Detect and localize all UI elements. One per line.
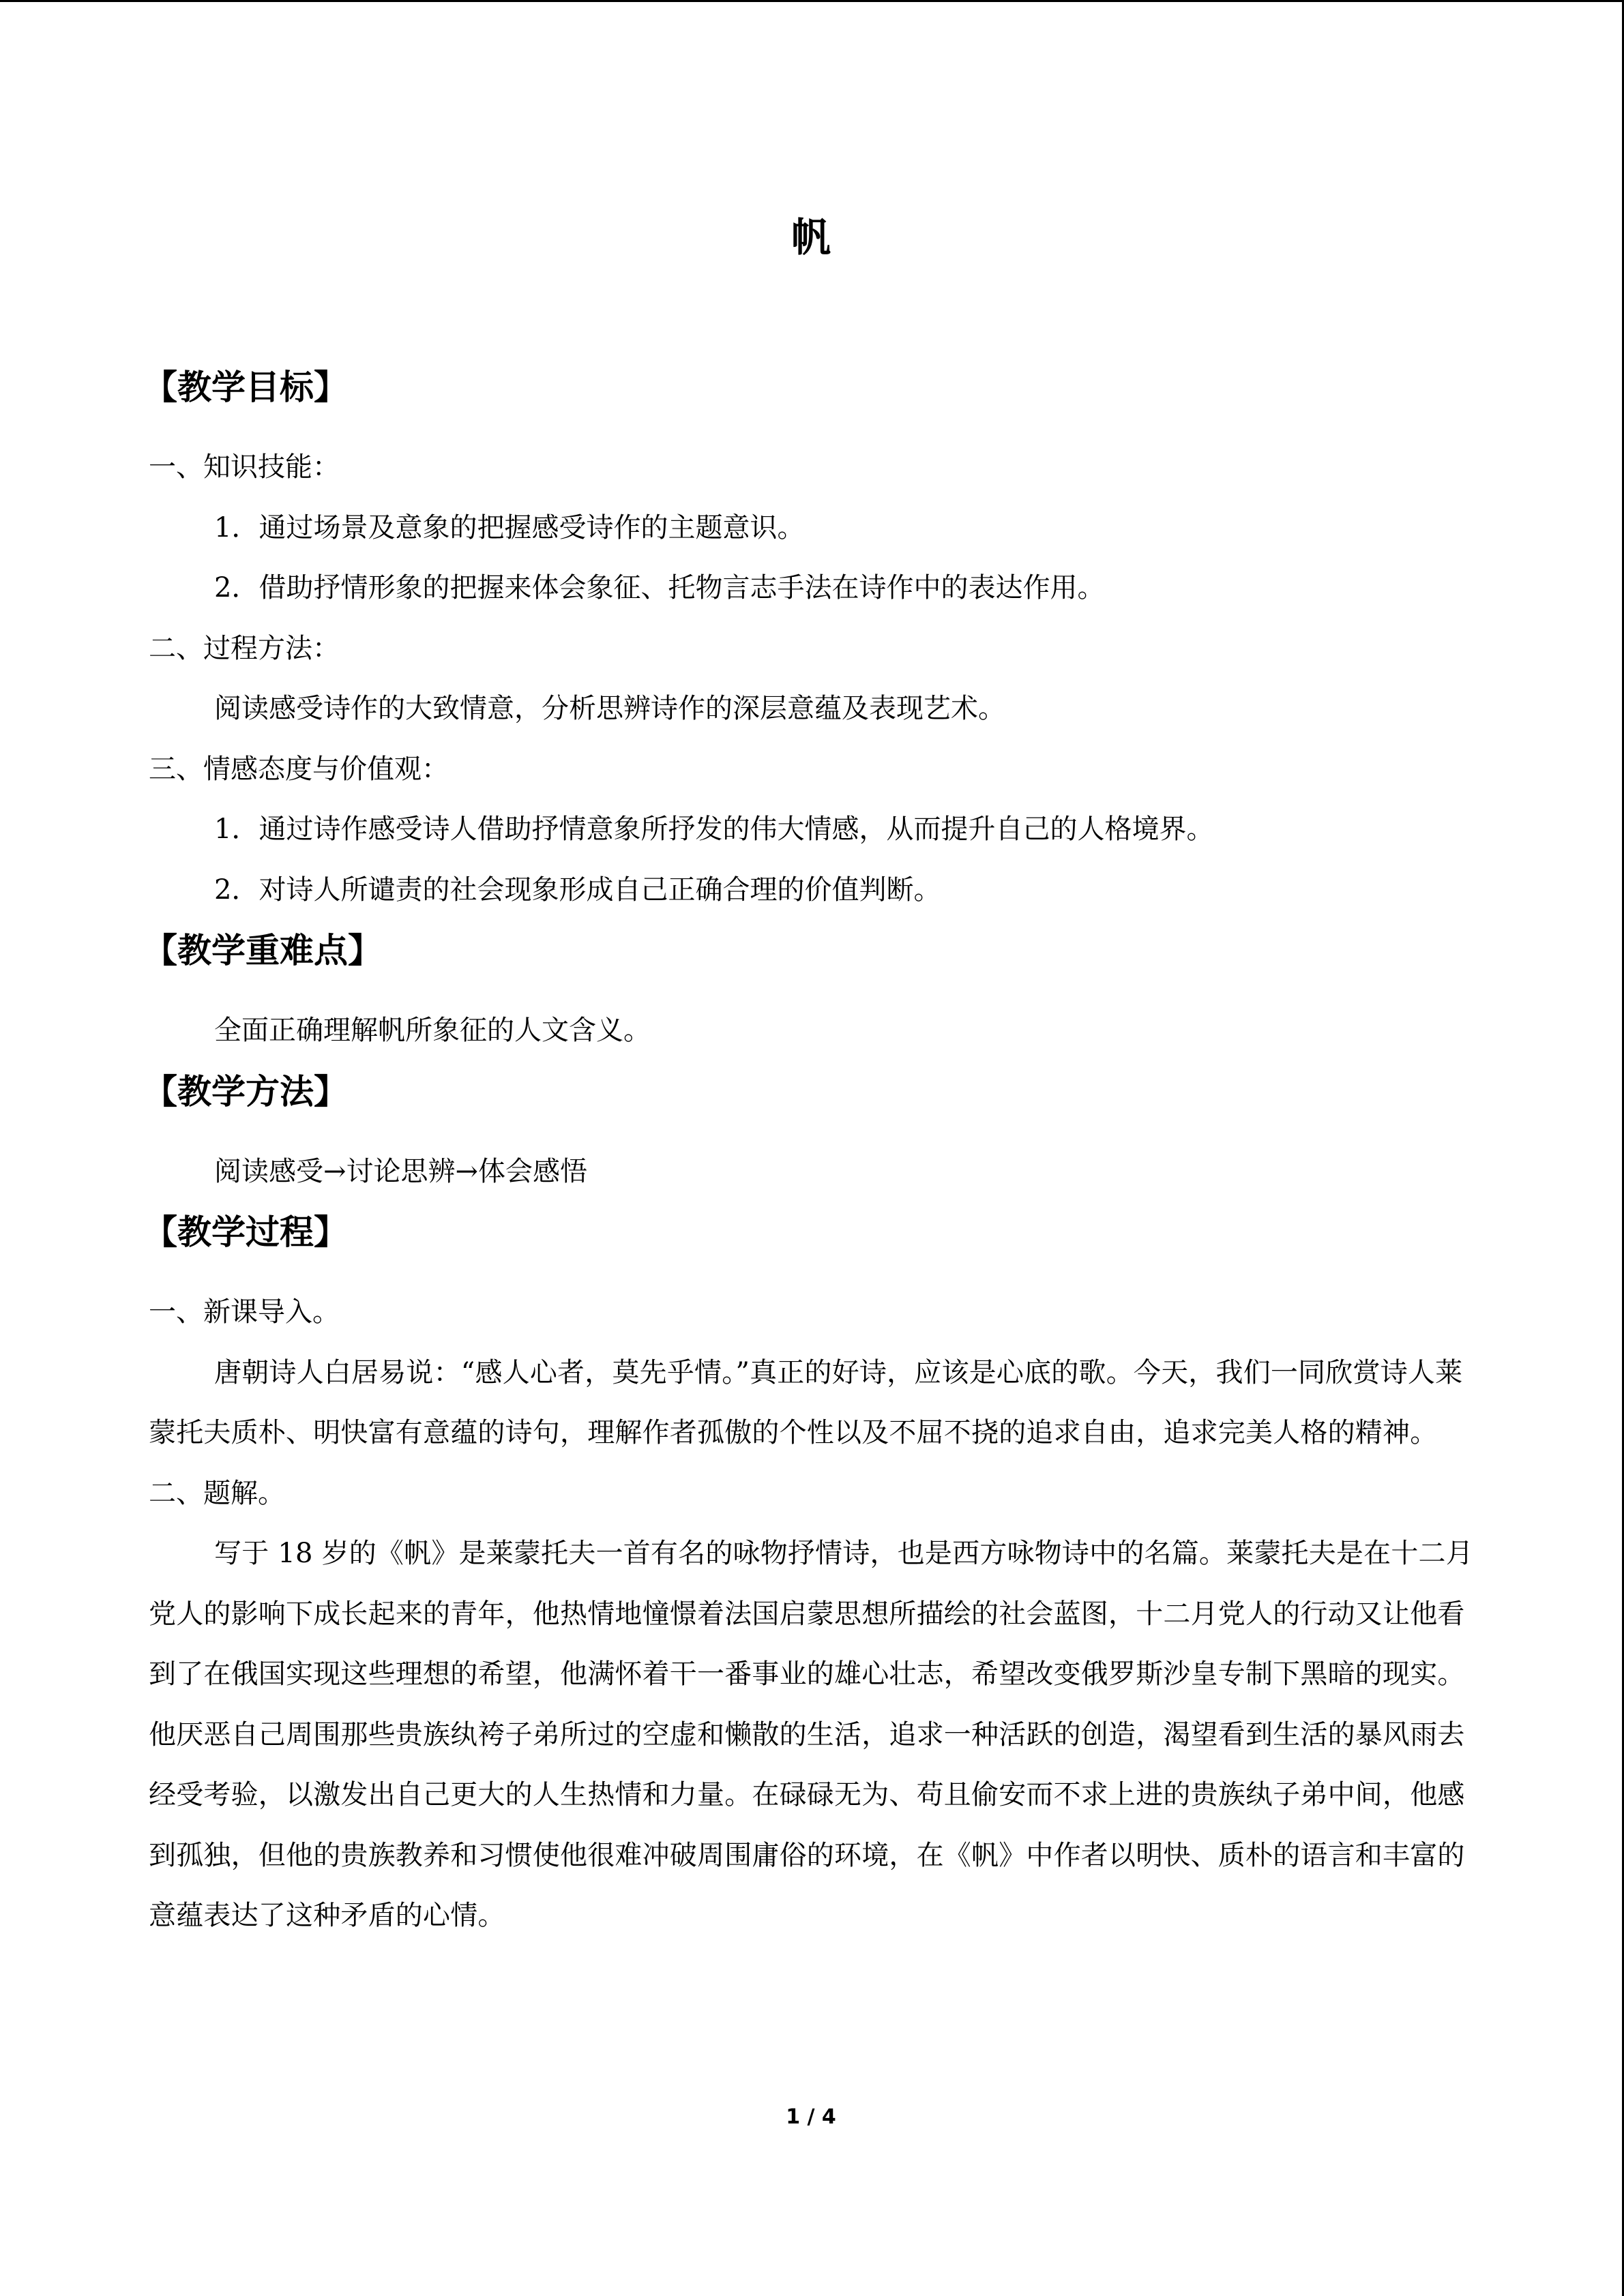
title-explanation-paragraph: 写于 18 岁的《帆》是莱蒙托夫一首有名的咏物抒情诗，也是西方咏物诗中的名篇。莱蒙托夫是在十二月党人的影响下成长起来的青年，他热情地憧憬着法国启蒙思想所描绘的社会蓝图，十二月党人的行动又让他看到了在俄国实现这些理想的希望，他满怀着干一番事业的雄心壮志，希望改变俄罗斯沙皇专制下黑暗的现实。他厌恶自己周围那些贵族纨袴子弟所过的空虚和懒散的生活，追求一种活跃的创造，渴望看到生活的暴风雨去经受考验，以激发出自己更大的人生热情和力量。在碌碌无为、苟且偷安而不求上进的贵族纨子弟中间，他感到孤独，但他的贵族教养和习惯使他很难冲破周围庸俗的环境，在《帆》中作者以明快、质朴的语言和丰富的意蕴表达了这种矛盾的心情。 <box>149 1538 1473 1931</box>
key-points-heading: 【教学重难点】 <box>143 931 382 970</box>
objectives-heading: 【教学目标】 <box>143 368 348 407</box>
emotion-item: 1．通过诗作感受诗人借助抒情意象所抒发的伟大情感，从而提升自己的人格境界。 <box>214 814 1214 845</box>
knowledge-item: 2．借助抒情形象的把握来体会象征、托物言志手法在诗作中的表达作用。 <box>214 572 1105 603</box>
document-body <box>143 357 1475 1946</box>
process-method-label: 二、过程方法： <box>149 632 340 664</box>
process-method-text: 阅读感受诗作的大致情意，分析思辨诗作的深层意蕴及表现艺术。 <box>214 693 1005 724</box>
key-points-text: 全面正确理解帆所象征的人文含义。 <box>214 1015 651 1046</box>
emotion-item: 2．对诗人所谴责的社会现象形成自己正确合理的价值判断。 <box>214 874 941 906</box>
intro-paragraph: 唐朝诗人白居易说：“感人心者，莫先乎情。”真正的好诗，应该是心底的歌。今天，我们一同欣赏诗人莱蒙托夫质朴、明快富有意蕴的诗句，理解作者孤傲的个性以及不屈不挠的追求自由，追求完美人格的精神。 <box>149 1356 1463 1448</box>
knowledge-label: 一、知识技能： <box>149 451 340 483</box>
knowledge-item: 1．通过场景及意象的把握感受诗作的主题意识。 <box>214 511 805 543</box>
methods-heading: 【教学方法】 <box>143 1071 348 1112</box>
methods-text: 阅读感受→讨论思辨→体会感悟 <box>214 1155 588 1187</box>
emotion-label: 三、情感态度与价值观： <box>149 753 449 785</box>
teaching-process-heading: 【教学过程】 <box>143 1212 348 1252</box>
title-explanation-label: 二、题解。 <box>149 1477 285 1509</box>
document-title: 帆 <box>791 214 831 260</box>
page-number: 1 / 4 <box>786 2105 836 2129</box>
intro-label: 一、新课导入。 <box>149 1296 340 1328</box>
